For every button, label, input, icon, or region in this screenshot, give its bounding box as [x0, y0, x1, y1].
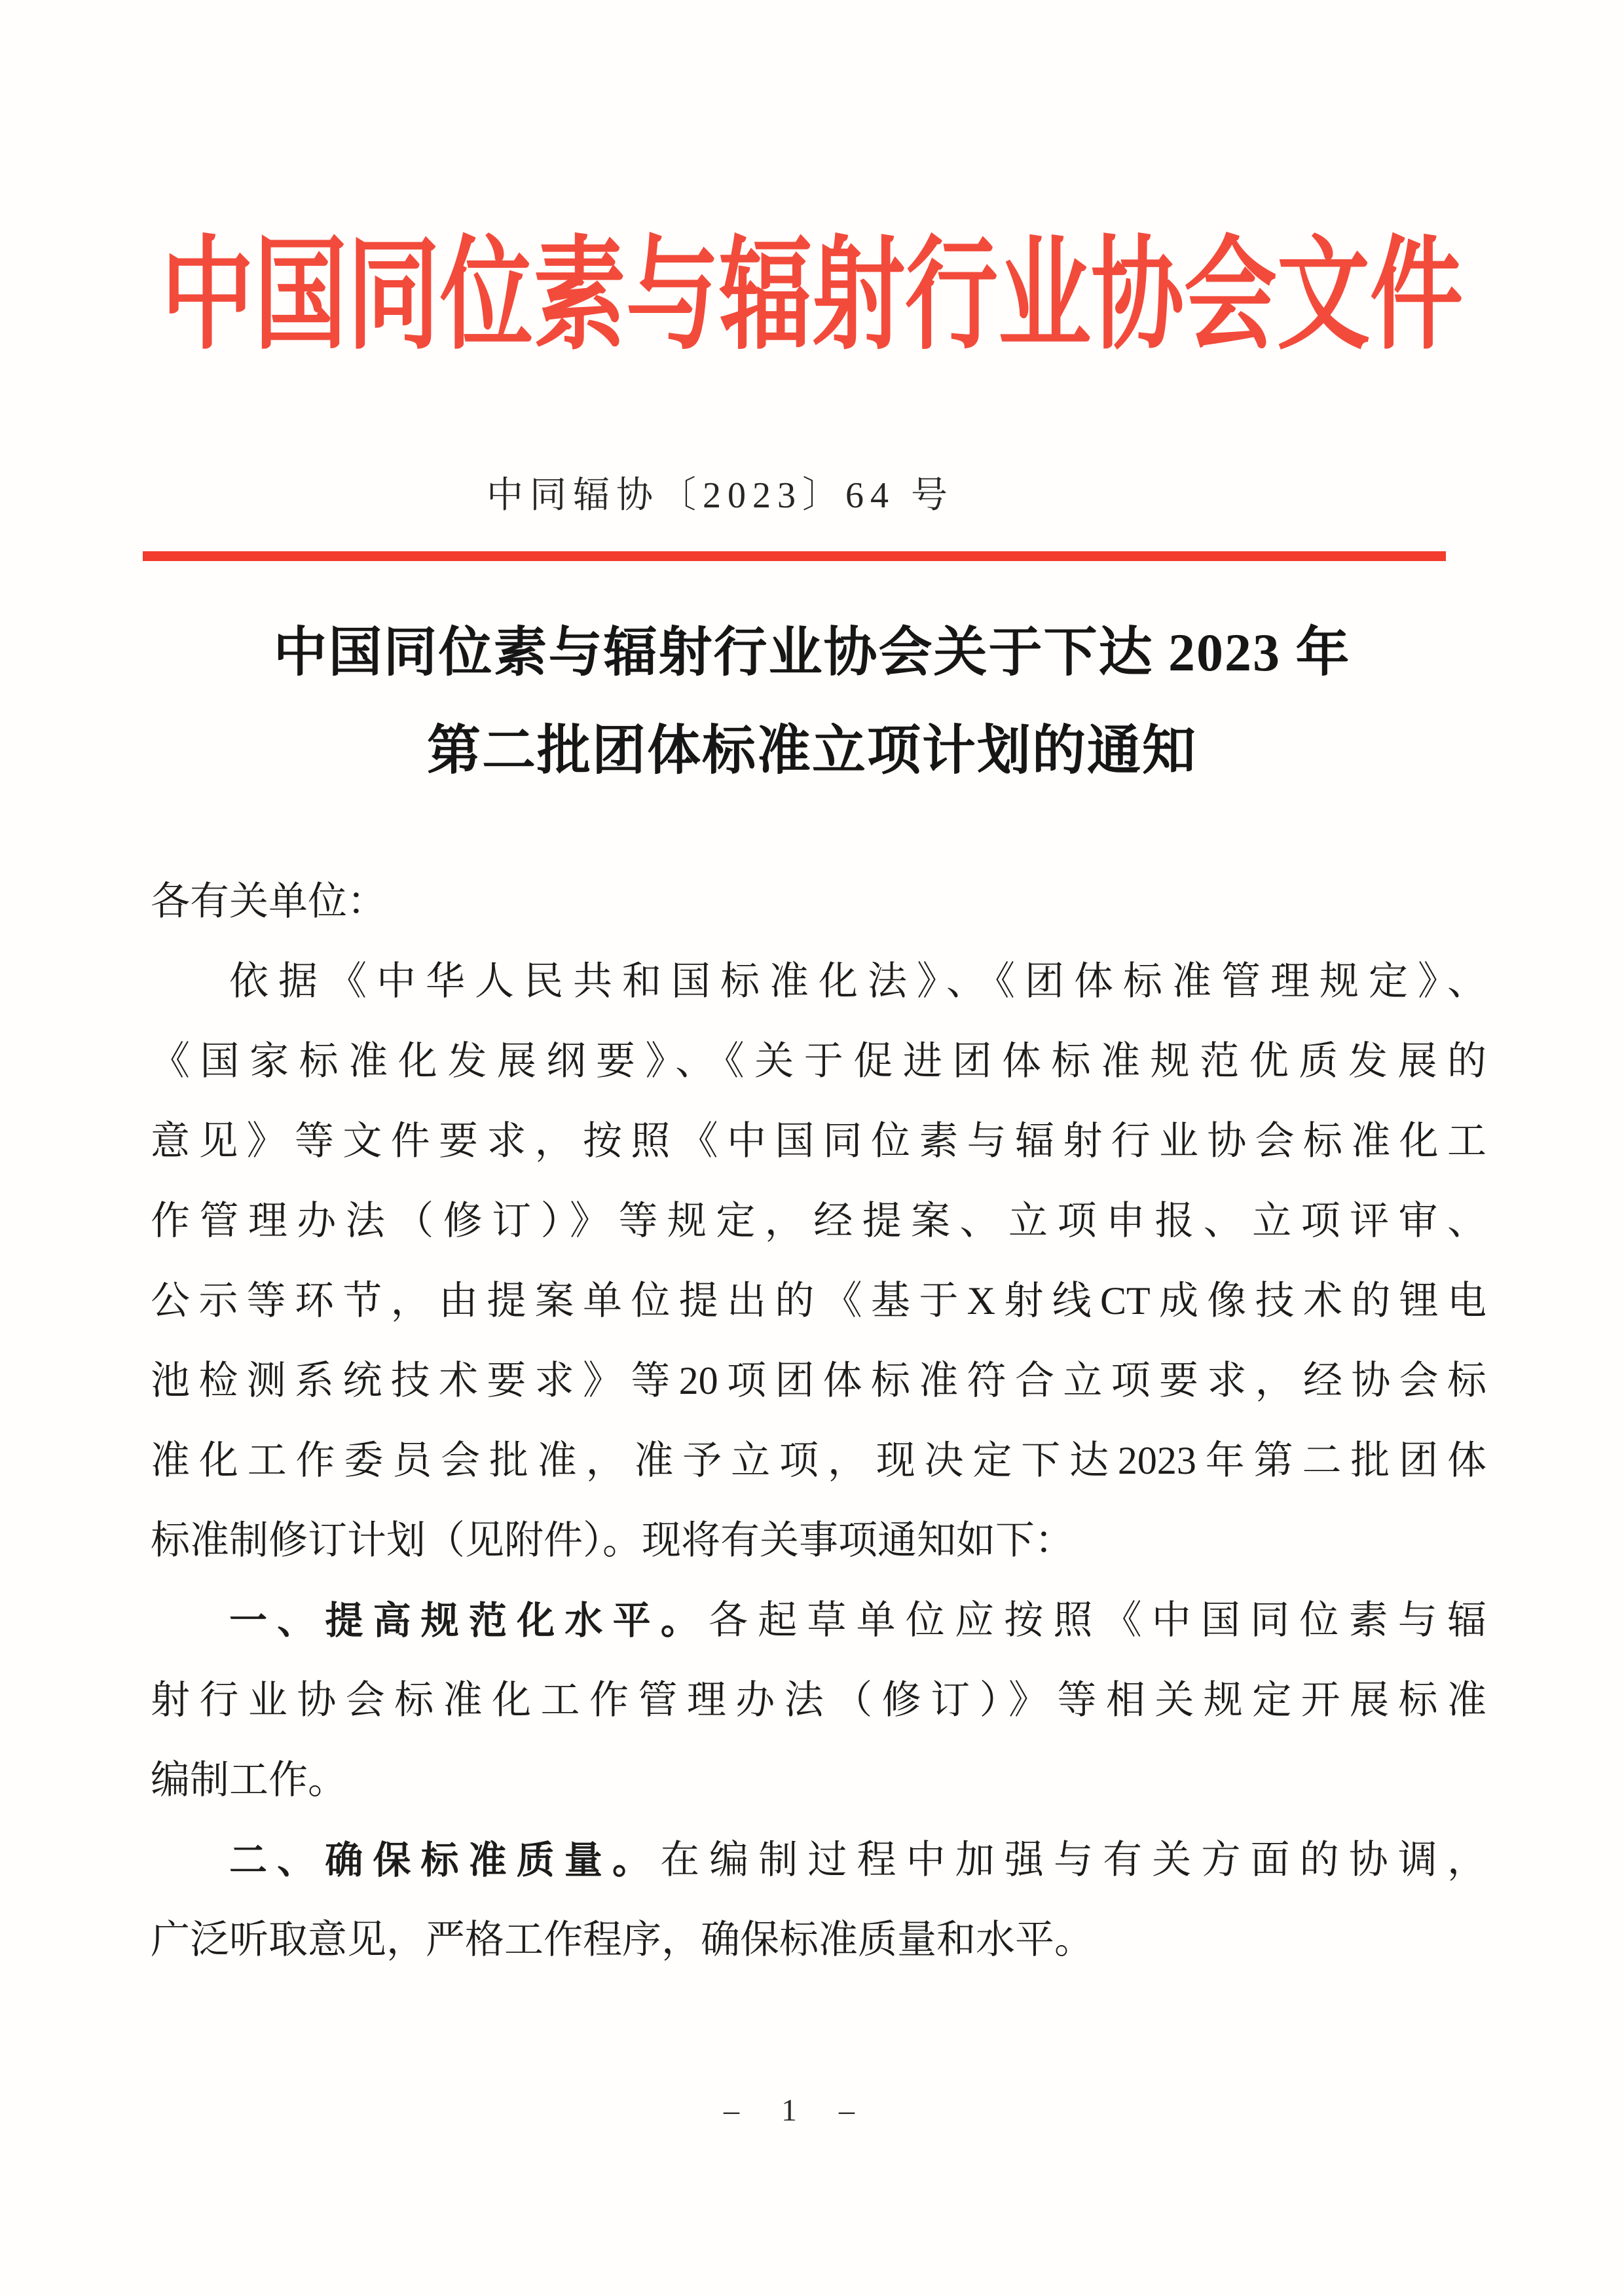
red-divider-rule — [143, 551, 1446, 561]
body-line — [151, 1261, 1486, 1341]
org-title-banner: 中国同位素与辐射行业协会文件 — [161, 227, 1463, 365]
page-number: – 1 – — [724, 2093, 872, 2128]
body-line — [151, 1900, 1486, 1980]
body-line — [151, 1820, 1486, 1900]
body-line — [151, 1740, 1486, 1820]
body-segment: 《国家标准化发展纲要》、《关于促进团体标准规范优质发展的 — [151, 1040, 1486, 1083]
body-line — [151, 1421, 1486, 1501]
body-segment: 各起草单位应按照《中国同位素与辐 — [709, 1599, 1486, 1642]
body-segment: 池检测系统技术要求》等20项团体标准符合立项要求，经协会标 — [151, 1359, 1486, 1402]
body-segment: 意见》等文件要求，按照《中国同位素与辐射行业协会标准化工 — [151, 1120, 1486, 1163]
doc-title-line2: 第二批团体标准立项计划的通知 — [426, 721, 1197, 780]
body-segment: 编制工作。 — [151, 1758, 347, 1802]
body-line — [151, 1580, 1486, 1660]
doc-title — [0, 604, 1624, 800]
body-line — [151, 1101, 1486, 1181]
body-segment: 公示等环节，由提案单位提出的《基于X射线CT成像技术的锂电 — [151, 1279, 1486, 1322]
body-segment-emphasis: 二、确保标准质量。 — [229, 1839, 661, 1882]
body-segment: 准化工作委员会批准，准予立项，现决定下达2023年第二批团体 — [151, 1439, 1486, 1482]
body-line — [151, 1181, 1486, 1261]
body-line — [151, 941, 1486, 1021]
doc-number: 中同辐协〔2023〕64 号 — [487, 475, 954, 516]
body-segment: 作管理办法（修订）》等规定，经提案、立项申报、立项评审、 — [151, 1199, 1486, 1243]
body-line — [151, 1501, 1486, 1580]
doc-title-line1: 中国同位素与辐射行业协会关于下达 2023 年 — [273, 623, 1351, 682]
body-segment: 在编制过程中加强与有关方面的协调， — [660, 1838, 1486, 1882]
body-line — [151, 1021, 1486, 1101]
body-segment: 广泛听取意见，严格工作程序，确保标准质量和水平。 — [151, 1918, 1094, 1961]
body-segment-emphasis: 一、提高规范化水平。 — [229, 1599, 709, 1642]
body-segment: 射行业协会标准化工作管理办法（修订）》等相关规定开展标准 — [151, 1679, 1486, 1722]
body-segment: 各有关单位： — [151, 880, 386, 923]
body-segment: 依据《中华人民共和国标准化法》、《团体标准管理规定》、 — [229, 960, 1486, 1003]
body-line — [151, 1341, 1486, 1421]
body-line — [151, 1660, 1486, 1740]
body-line — [151, 862, 1486, 941]
body-segment: 标准制修订计划（见附件）。现将有关事项通知如下： — [151, 1519, 1074, 1562]
body-text — [151, 862, 1486, 1980]
